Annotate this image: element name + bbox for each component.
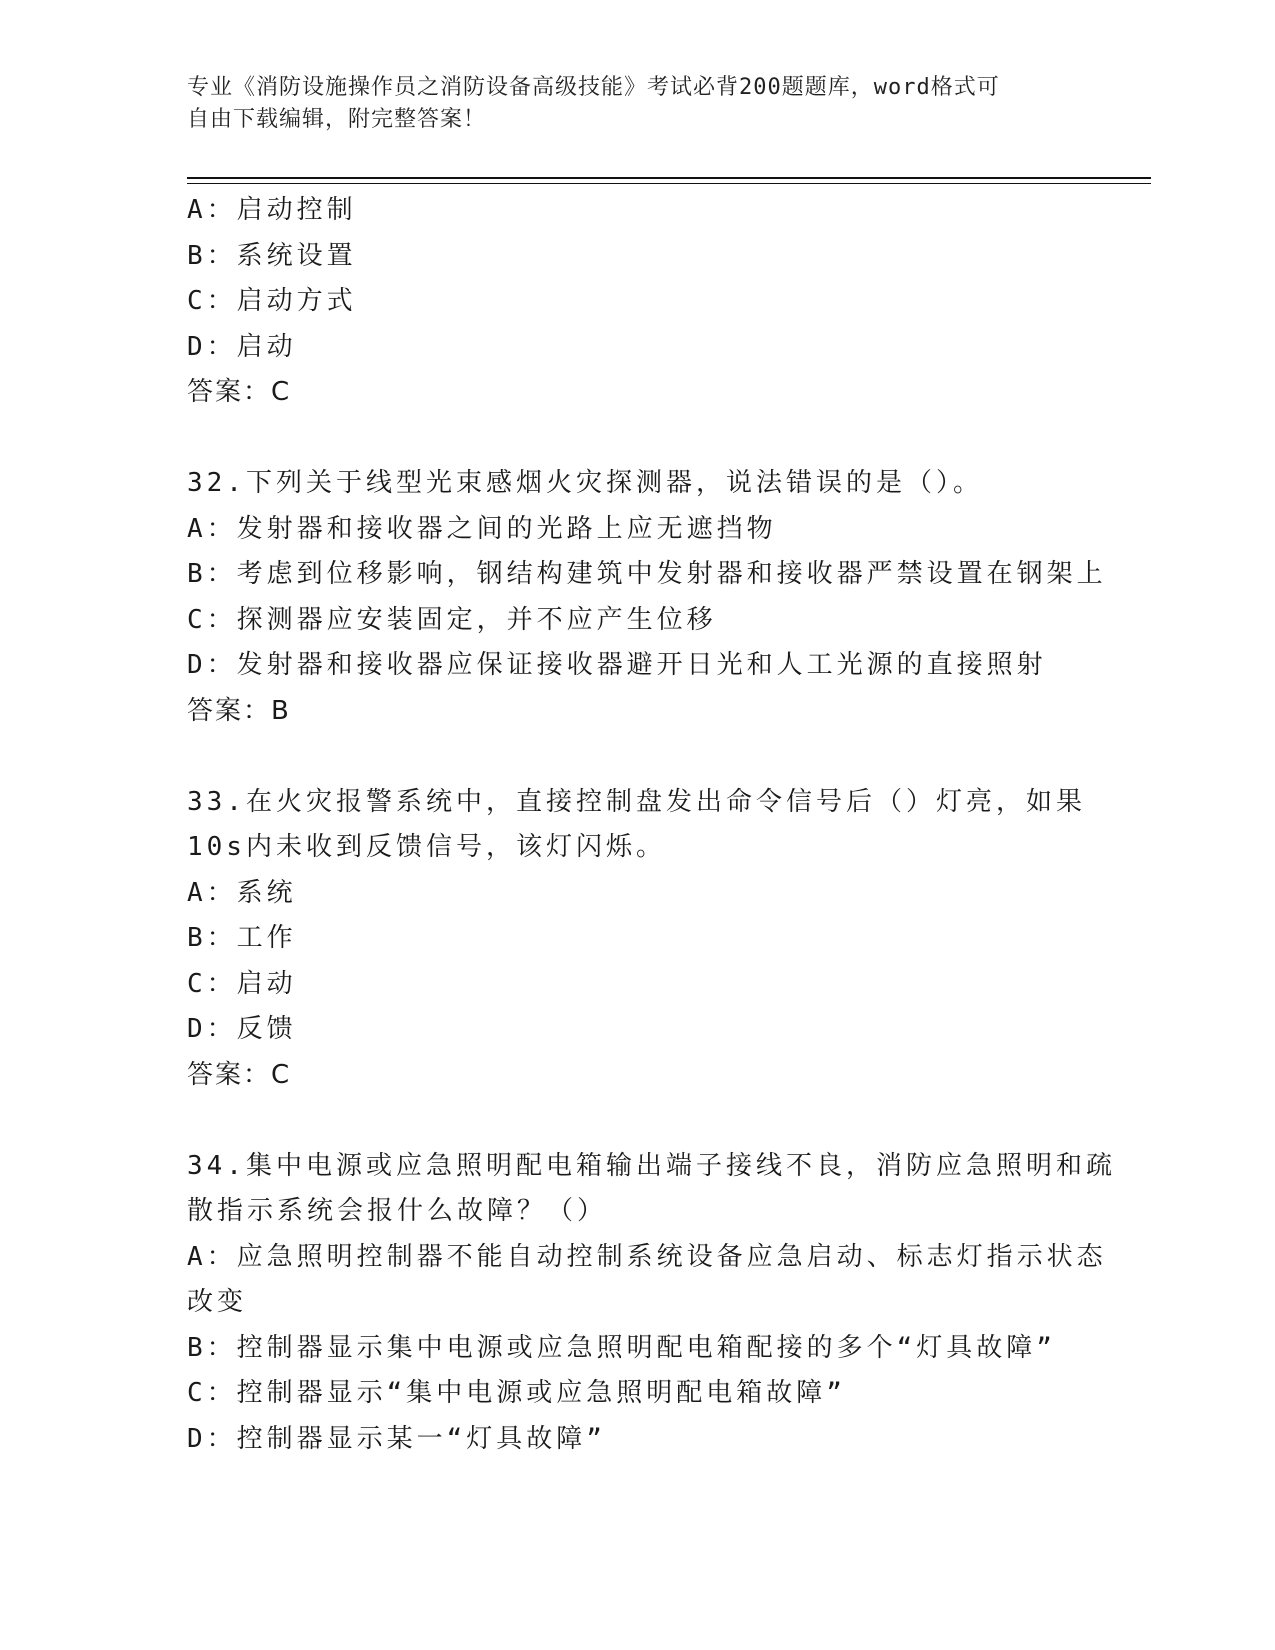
option-b: B：系统设置 (187, 240, 357, 271)
header-rule-thick (187, 177, 1151, 179)
answer-line: 答案：C (187, 1059, 292, 1090)
question-stem: 32.下列关于线型光束感烟火灾探测器，说法错误的是（）。 (187, 468, 983, 498)
option-d: D：启动 (187, 331, 297, 362)
option-b: B：考虑到位移影响，钢结构建筑中发射器和接收器严禁设置在钢架上 (187, 559, 1107, 589)
option-a: A：启动控制 (187, 195, 357, 225)
question-content (187, 188, 1116, 1462)
question-32 (187, 461, 1107, 734)
header-line-2: 自由下载编辑，附完整答案！ (187, 107, 487, 132)
option-c: C：启动 (187, 968, 297, 999)
option-a-line-1: A：应急照明控制器不能自动控制系统设备应急启动、标志灯指示状态 (187, 1241, 1107, 1272)
answer-line: 答案：B (187, 695, 291, 726)
option-b: B：控制器显示集中电源或应急照明配电箱配接的多个“灯具故障” (187, 1332, 1056, 1363)
question-stem-line-1: 33.在火灾报警系统中，直接控制盘发出命令信号后（）灯亮，如果 (187, 786, 1086, 817)
header-rule-thin (187, 183, 1151, 184)
spacer (187, 416, 1087, 462)
spacer (187, 1098, 1087, 1144)
option-d: D：反馈 (187, 1014, 297, 1044)
question-31-carryover (187, 188, 1087, 416)
option-c: C：探测器应安装固定，并不应产生位移 (187, 604, 717, 635)
option-d: D：控制器显示某一“灯具故障” (187, 1423, 606, 1454)
option-b: B：工作 (187, 923, 297, 953)
option-d: D：发射器和接收器应保证接收器避开日光和人工光源的直接照射 (187, 650, 1047, 680)
document-header (187, 72, 1067, 136)
option-c: C：控制器显示“集中电源或应急照明配电箱故障” (187, 1378, 846, 1408)
option-a-line-2: 改变 (187, 1287, 248, 1317)
option-c: C：启动方式 (187, 286, 357, 316)
question-33 (187, 780, 1087, 1099)
question-34 (187, 1144, 1116, 1463)
answer-line: 答案：C (187, 377, 292, 407)
header-line-1: 专业《消防设施操作员之消防设备高级技能》考试必背200题题库，word格式可 (187, 75, 1000, 100)
option-a: A：系统 (187, 877, 297, 908)
question-stem-line-2: 10s内未收到反馈信号，该灯闪烁。 (187, 832, 666, 862)
spacer (187, 734, 1087, 780)
option-a: A：发射器和接收器之间的光路上应无遮挡物 (187, 513, 777, 544)
question-stem-line-1: 34.集中电源或应急照明配电箱输出端子接线不良，消防应急照明和疏 (187, 1150, 1116, 1181)
question-stem-line-2: 散指示系统会报什么故障？（） (187, 1196, 608, 1226)
